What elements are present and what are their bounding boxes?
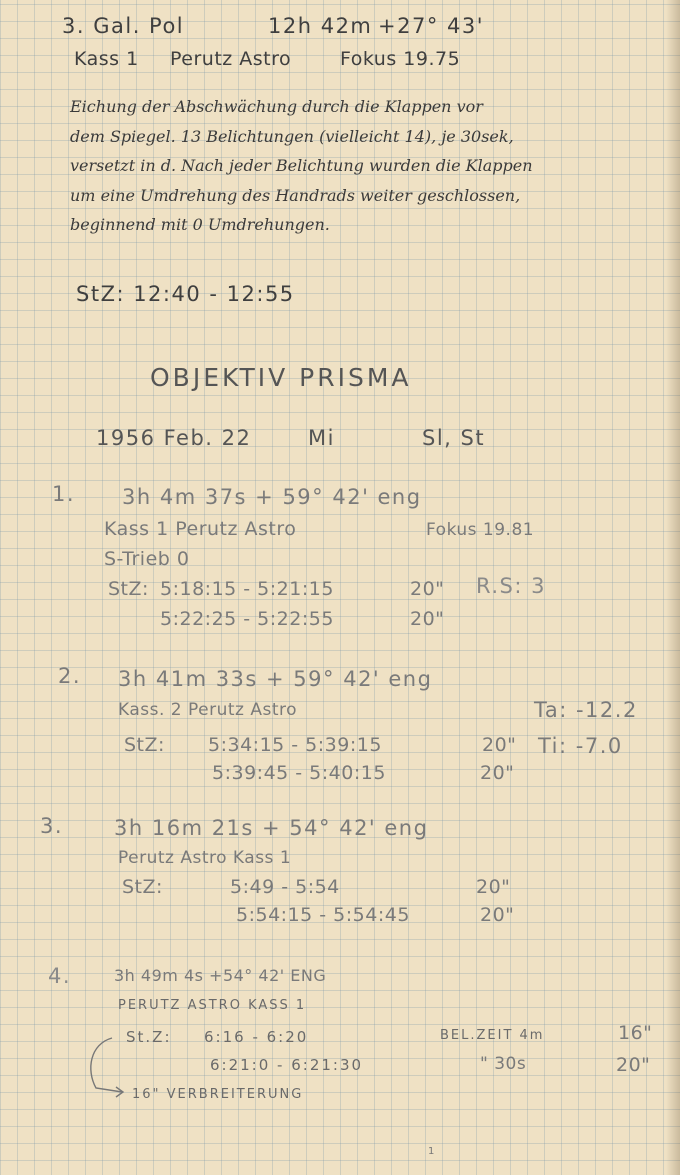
page-mark: 1 [428,1146,435,1157]
entry-number: 1. [52,482,76,506]
exposure-duration-label: BEL.ZEIT 4m [440,1028,545,1043]
exposure-time: 5:22:25 - 5:22:55 [160,608,334,630]
air-temperature: Ta: -12.2 [534,698,638,722]
exposure-duration: 20" [616,1054,651,1076]
date: 1956 Feb. 22 [96,426,252,450]
entry-cass-line: Kass 1 Perutz Astro [104,518,297,540]
exposure-label: StZ: [108,578,149,600]
weekday: Mi [308,426,335,450]
paragraph-line: beginnend mit 0 Umdrehungen. [70,215,330,234]
entry-extra: S-Trieb 0 [104,548,190,570]
exposure-time: 5:49 - 5:54 [230,876,340,898]
entry-number: 3. [40,814,64,838]
entry-coords: 3h 16m 21s + 54° 42' eng [114,816,429,840]
top-entry-stz: StZ: 12:40 - 12:55 [76,282,295,306]
exposure-duration: 20" [410,578,445,600]
annotation-note: 16" VERBREITERUNG [132,1087,304,1102]
entry-focus: Fokus 19.81 [426,520,535,540]
top-entry-focus: Fokus 19.75 [340,48,461,70]
paragraph-line: dem Spiegel. 13 Belichtungen (vielleicht 14), je 30sek, [70,126,514,146]
exposure-duration: 20" [410,608,445,630]
entry-number: 4. [48,964,72,988]
observers: Sl, St [422,426,486,450]
ditto-mark: " 30s [480,1054,527,1074]
top-entry-ra: 12h 42m [268,14,373,38]
top-entry-label: 3. Gal. Pol [62,14,185,38]
page-edge-shadow [666,0,680,1175]
section-heading: OBJEKTIV PRISMA [150,363,412,392]
exposure-time: 5:39:45 - 5:40:15 [212,762,386,784]
entry-coords: 3h 49m 4s +54° 42' ENG [114,966,327,985]
entry-note: R.S: 3 [476,574,546,598]
entry-cass-line: Perutz Astro Kass 1 [118,848,292,868]
exposure-time: 6:21:0 - 6:21:30 [210,1056,364,1074]
exposure-time: 5:54:15 - 5:54:45 [236,904,410,926]
exposure-duration: 20" [480,904,515,926]
entry-coords: 3h 41m 33s + 59° 42' eng [118,667,433,691]
exposure-time: 6:16 - 6:20 [204,1028,309,1046]
entry-cass-line: PERUTZ ASTRO KASS 1 [118,998,307,1013]
exposure-label: St.Z: [126,1028,172,1046]
exposure-label: StZ: [122,876,163,898]
exposure-duration: 20" [476,876,511,898]
paragraph-line: um eine Umdrehung des Handrads weiter geschlossen, [70,185,521,205]
top-entry-plate: Perutz Astro [170,48,292,70]
exposure-duration: 20" [482,734,517,756]
paragraph-line: versetzt in d. Nach jeder Belichtung wurden die Klappen [70,156,533,175]
inner-temperature: Ti: -7.0 [538,734,623,758]
exposure-time: 5:34:15 - 5:39:15 [208,734,382,756]
top-entry-cass: Kass 1 [74,48,139,70]
entry-number: 2. [58,664,82,688]
entry-cass-line: Kass. 2 Perutz Astro [118,700,298,720]
paragraph-line: Eichung der Abschwächung durch die Klappen vor [70,97,483,116]
exposure-label: StZ: [124,734,165,756]
exposure-duration: 16" [618,1022,653,1044]
entry-coords: 3h 4m 37s + 59° 42' eng [122,485,422,509]
exposure-duration: 20" [480,762,515,784]
calibration-paragraph [70,92,660,240]
top-entry-dec: +27° 43' [378,14,484,38]
exposure-time: 5:18:15 - 5:21:15 [160,578,334,600]
